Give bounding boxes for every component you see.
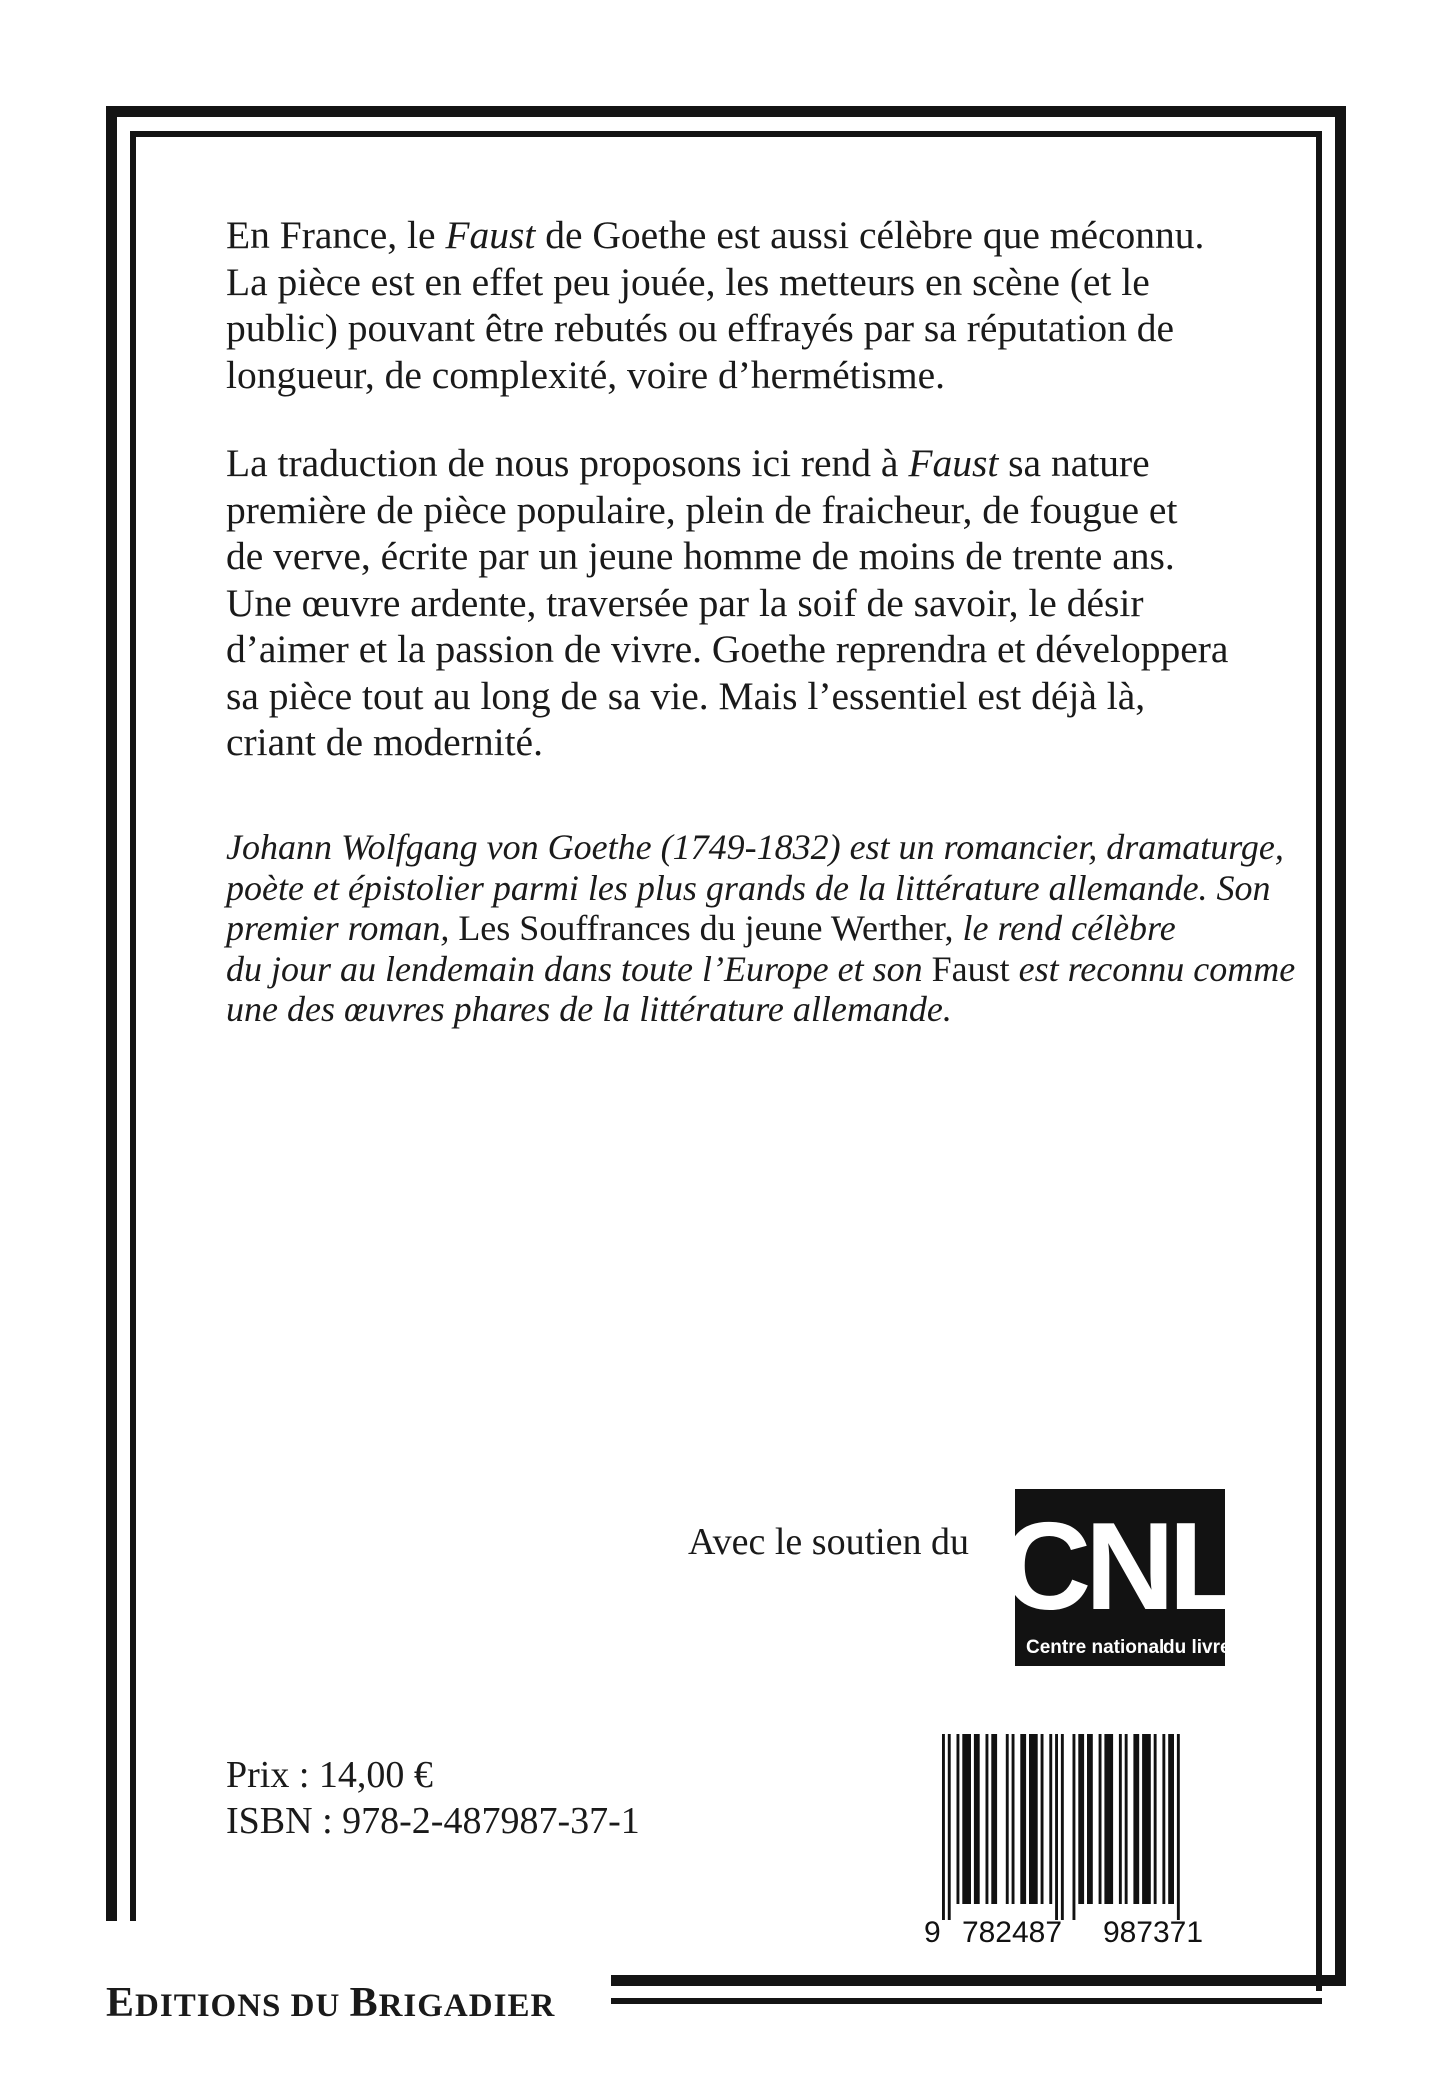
barcode-bar (957, 1734, 960, 1904)
barcode-bar (986, 1734, 989, 1904)
cnl-logo (1001, 1489, 1239, 1666)
publisher-name: EDITIONS DU BRIGADIER (106, 1980, 556, 2026)
barcode-bar (1133, 1734, 1139, 1904)
barcode-bar (942, 1734, 945, 1920)
translation-line-5: d’aimer et la passion de vivre. Goethe reprendra et développera (226, 627, 1229, 671)
barcode-bar (1073, 1734, 1076, 1920)
bio-line-2: poète et épistolier parmi les plus grands de la littérature allemande. Son (226, 867, 1271, 908)
bio-line-1: Johann Wolfgang von Goethe (1749-1832) est un romancier, dramaturge, (226, 827, 1284, 867)
barcode-bar (1099, 1734, 1102, 1904)
barcode-digits-left: 782487 (961, 1916, 1063, 1949)
bio-line-3: premier roman, Les Souffrances du jeune Werther, le rend célèbre (226, 908, 1176, 948)
faust-title: Faust (931, 948, 1010, 989)
barcode-digits-right: 987371 (1102, 1916, 1204, 1949)
barcode-bar (1055, 1734, 1058, 1920)
barcode-bar (1041, 1734, 1044, 1904)
barcode-bar (1104, 1734, 1113, 1904)
cnl-caption-right: du livre (1163, 1637, 1231, 1658)
isbn-line: ISBN : 978-2-487987-37-1 (226, 1800, 640, 1842)
translation-line-7: criant de modernité. (226, 720, 543, 764)
price-line: Prix : 14,00 € (226, 1754, 433, 1796)
barcode-bar (1119, 1734, 1122, 1904)
barcode-bar (1061, 1734, 1064, 1920)
price-block (226, 1752, 640, 1844)
translation-line-1: La traduction de nous proposons ici rend à Faust sa nature (226, 441, 1150, 485)
bio-line-5: une des œuvres phares de la littérature allemande. (226, 989, 952, 1029)
frame-right-inner (1316, 131, 1322, 1991)
barcode-bar (1087, 1734, 1093, 1904)
cnl-caption-left: Centre national (1026, 1637, 1165, 1658)
barcode-bar (1029, 1734, 1038, 1904)
translation-line-3: de verve, écrite par un jeune homme de moins de trente ans. (226, 534, 1175, 578)
barcode-bar (948, 1734, 951, 1920)
barcode-bar (1142, 1734, 1151, 1904)
translation-line-6: sa pièce tout au long de sa vie. Mais l’essentiel est déjà là, (226, 673, 1146, 718)
author-bio (226, 827, 1295, 1030)
cnl-letters: CNL (1001, 1498, 1239, 1636)
barcode-bar (1177, 1734, 1180, 1920)
faust-title: Faust (908, 441, 999, 485)
barcode-bar (1049, 1734, 1052, 1904)
werther-title: Les Souffrances du jeune Werther, (458, 908, 954, 948)
intro-line-4: longueur, de complexité, voire d’hermétisme. (226, 352, 946, 397)
barcode-bar (991, 1734, 997, 1904)
translation-paragraph (226, 440, 1229, 766)
intro-line-3: public) pouvant être rebutés ou effrayés par sa réputation de (226, 306, 1174, 350)
support-text: Avec le soutien du (688, 1521, 970, 1563)
frame-top-inner (130, 131, 1322, 137)
bio-line-4: du jour au lendemain dans toute l’Europe et son Faust est reconnu comme (226, 948, 1296, 989)
faust-title: Faust (445, 213, 536, 257)
barcode-bar (1020, 1734, 1026, 1904)
barcode-bar (962, 1734, 971, 1904)
translation-line-4: Une œuvre ardente, traversée par la soif de savoir, le désir (226, 580, 1144, 625)
barcode-bar (1168, 1734, 1174, 1904)
translation-line-2: première de pièce populaire, plein de fraicheur, de fougue et (226, 487, 1178, 532)
isbn-barcode (920, 1726, 1238, 1950)
intro-line-2: La pièce est en effet peu jouée, les metteurs en scène (et le (226, 259, 1150, 304)
barcode-digit-first: 9 (924, 1916, 941, 1949)
barcode-bar (1162, 1734, 1165, 1904)
frame-top-outer (106, 106, 1346, 117)
frame-bottom-inner (611, 1998, 1322, 2004)
barcode-bar (1154, 1734, 1157, 1904)
intro-line-1: En France, le Faust de Goethe est aussi célèbre que méconnu. (226, 213, 1205, 257)
frame-left-inner (130, 131, 136, 1921)
barcode-bar (974, 1734, 980, 1904)
barcode-bar (1125, 1734, 1128, 1904)
frame-left-outer (106, 106, 117, 1921)
frame-bottom-outer (611, 1975, 1346, 1986)
intro-paragraph (226, 212, 1226, 398)
barcode-bar (1006, 1734, 1009, 1904)
barcode-bar (1078, 1734, 1084, 1904)
frame-right-outer (1335, 106, 1346, 1986)
barcode-bar (1012, 1734, 1015, 1904)
